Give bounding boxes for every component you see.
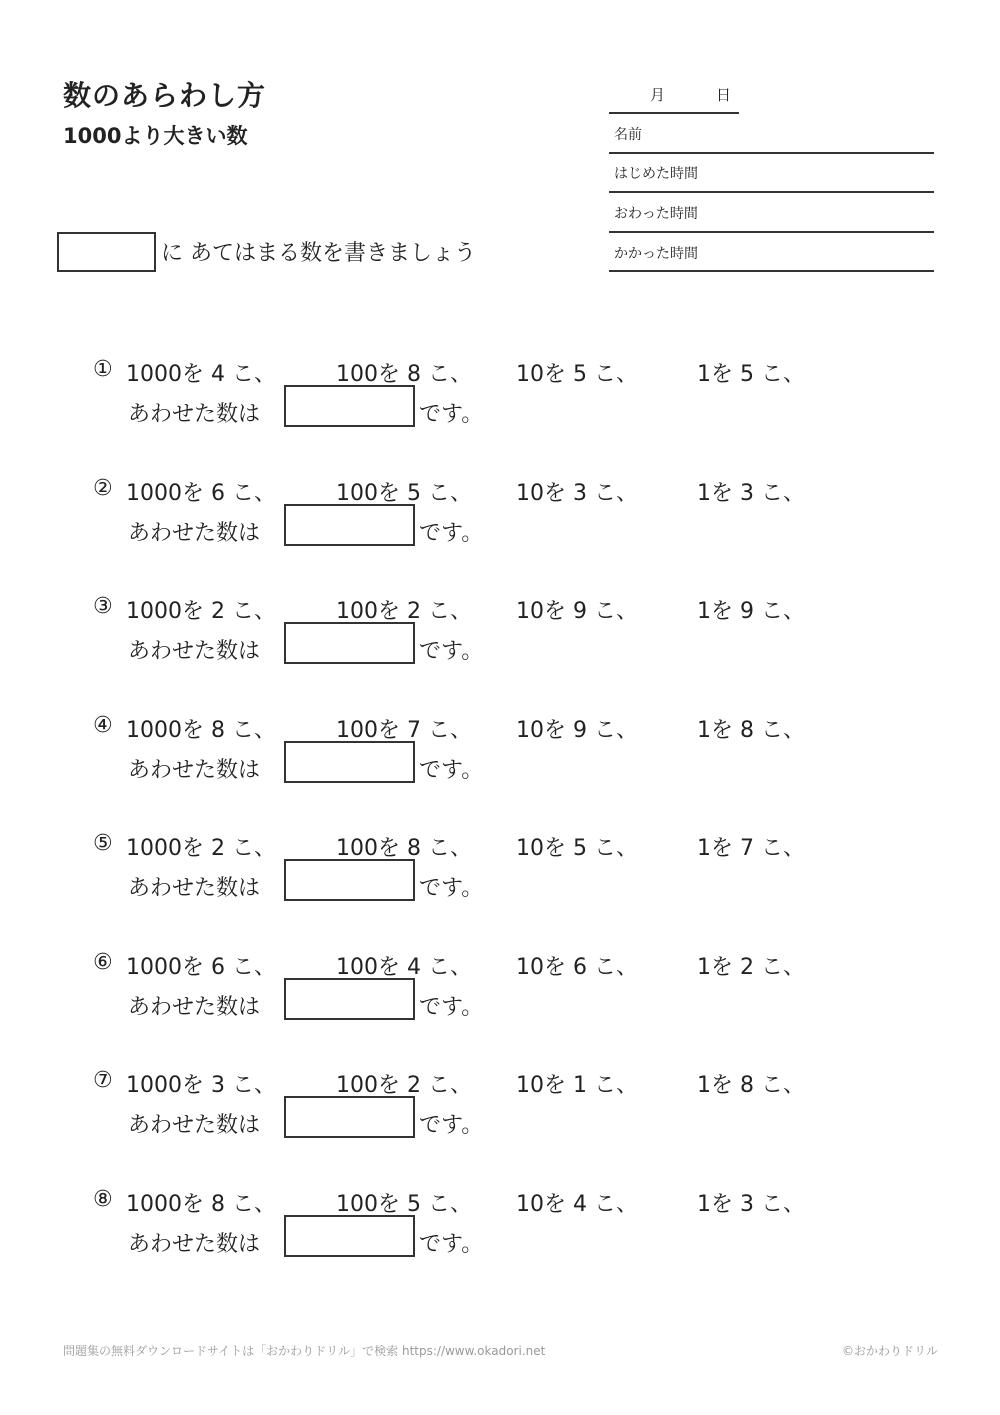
term-hundreds: 100を 7 こ、 <box>336 718 472 743</box>
answer-box[interactable] <box>284 385 415 427</box>
term-thousands: 1000を 6 こ、 <box>126 955 276 980</box>
problem-number: ⑦ <box>93 1068 113 1093</box>
term-ones: 1を 7 こ、 <box>697 836 805 861</box>
term-ones: 1を 3 こ、 <box>697 1192 805 1217</box>
elapsed-time-label: かかった時間 <box>614 246 698 262</box>
instruction-example-box <box>57 232 156 272</box>
problem-number: ⑤ <box>93 831 113 856</box>
end-time-field-line <box>609 231 934 233</box>
term-hundreds: 100を 2 こ、 <box>336 599 472 624</box>
answer-box[interactable] <box>284 1215 415 1257</box>
problem-6 <box>0 950 1000 1040</box>
date-line <box>609 112 739 114</box>
term-tens: 10を 9 こ、 <box>516 718 638 743</box>
problem-5 <box>0 831 1000 921</box>
answer-label: あわせた数は <box>128 402 261 427</box>
term-thousands: 1000を 2 こ、 <box>126 599 276 624</box>
answer-tail: です。 <box>419 1232 484 1257</box>
date-day-label: 日 <box>716 86 732 104</box>
problem-3 <box>0 594 1000 684</box>
end-time-label: おわった時間 <box>614 206 698 222</box>
term-thousands: 1000を 2 こ、 <box>126 836 276 861</box>
problem-4 <box>0 713 1000 803</box>
term-thousands: 1000を 3 こ、 <box>126 1073 276 1098</box>
answer-box[interactable] <box>284 741 415 783</box>
term-tens: 10を 4 こ、 <box>516 1192 638 1217</box>
term-tens: 10を 5 こ、 <box>516 836 638 861</box>
term-ones: 1を 8 こ、 <box>697 718 805 743</box>
term-hundreds: 100を 8 こ、 <box>336 836 472 861</box>
term-hundreds: 100を 5 こ、 <box>336 1192 472 1217</box>
term-tens: 10を 5 こ、 <box>516 362 638 387</box>
footer-copyright: ©おかわりドリル <box>842 1344 939 1358</box>
term-ones: 1を 9 こ、 <box>697 599 805 624</box>
term-ones: 1を 5 こ、 <box>697 362 805 387</box>
problem-number: ① <box>93 357 113 382</box>
answer-box[interactable] <box>284 978 415 1020</box>
elapsed-time-field-line <box>609 270 934 272</box>
answer-tail: です。 <box>419 639 484 664</box>
term-thousands: 1000を 6 こ、 <box>126 481 276 506</box>
answer-tail: です。 <box>419 1113 484 1138</box>
term-ones: 1を 2 こ、 <box>697 955 805 980</box>
problem-number: ⑧ <box>93 1187 113 1212</box>
answer-label: あわせた数は <box>128 1113 261 1138</box>
problem-7 <box>0 1068 1000 1158</box>
answer-tail: です。 <box>419 995 484 1020</box>
instruction-text: に あてはまる数を書きましょう <box>161 241 476 266</box>
term-ones: 1を 8 こ、 <box>697 1073 805 1098</box>
answer-box[interactable] <box>284 859 415 901</box>
term-hundreds: 100を 5 こ、 <box>336 481 472 506</box>
problem-number: ② <box>93 476 113 501</box>
answer-box[interactable] <box>284 504 415 546</box>
term-thousands: 1000を 4 こ、 <box>126 362 276 387</box>
answer-label: あわせた数は <box>128 639 261 664</box>
term-hundreds: 100を 8 こ、 <box>336 362 472 387</box>
answer-tail: です。 <box>419 876 484 901</box>
date-month-label: 月 <box>650 86 666 104</box>
answer-label: あわせた数は <box>128 758 261 783</box>
footer-site-text: 問題集の無料ダウンロードサイトは「おかわりドリル」で検索 https://www.okadori.net <box>63 1344 546 1358</box>
problem-2 <box>0 476 1000 566</box>
term-ones: 1を 3 こ、 <box>697 481 805 506</box>
term-tens: 10を 1 こ、 <box>516 1073 638 1098</box>
problem-number: ④ <box>93 713 113 738</box>
term-tens: 10を 9 こ、 <box>516 599 638 624</box>
answer-label: あわせた数は <box>128 876 261 901</box>
term-hundreds: 100を 4 こ、 <box>336 955 472 980</box>
answer-label: あわせた数は <box>128 521 261 546</box>
problem-number: ⑥ <box>93 950 113 975</box>
term-tens: 10を 3 こ、 <box>516 481 638 506</box>
name-field-line <box>609 152 934 154</box>
answer-tail: です。 <box>419 758 484 783</box>
start-time-field-line <box>609 191 934 193</box>
problem-1 <box>0 357 1000 447</box>
term-hundreds: 100を 2 こ、 <box>336 1073 472 1098</box>
name-label: 名前 <box>614 127 642 143</box>
answer-tail: です。 <box>419 521 484 546</box>
answer-label: あわせた数は <box>128 1232 261 1257</box>
worksheet-subtitle: 1000より大きい数 <box>63 124 248 148</box>
term-tens: 10を 6 こ、 <box>516 955 638 980</box>
answer-tail: です。 <box>419 402 484 427</box>
problem-8 <box>0 1187 1000 1277</box>
worksheet-title: 数のあらわし方 <box>63 79 267 112</box>
start-time-label: はじめた時間 <box>614 166 698 182</box>
answer-box[interactable] <box>284 622 415 664</box>
problem-number: ③ <box>93 594 113 619</box>
answer-label: あわせた数は <box>128 995 261 1020</box>
term-thousands: 1000を 8 こ、 <box>126 1192 276 1217</box>
answer-box[interactable] <box>284 1096 415 1138</box>
term-thousands: 1000を 8 こ、 <box>126 718 276 743</box>
